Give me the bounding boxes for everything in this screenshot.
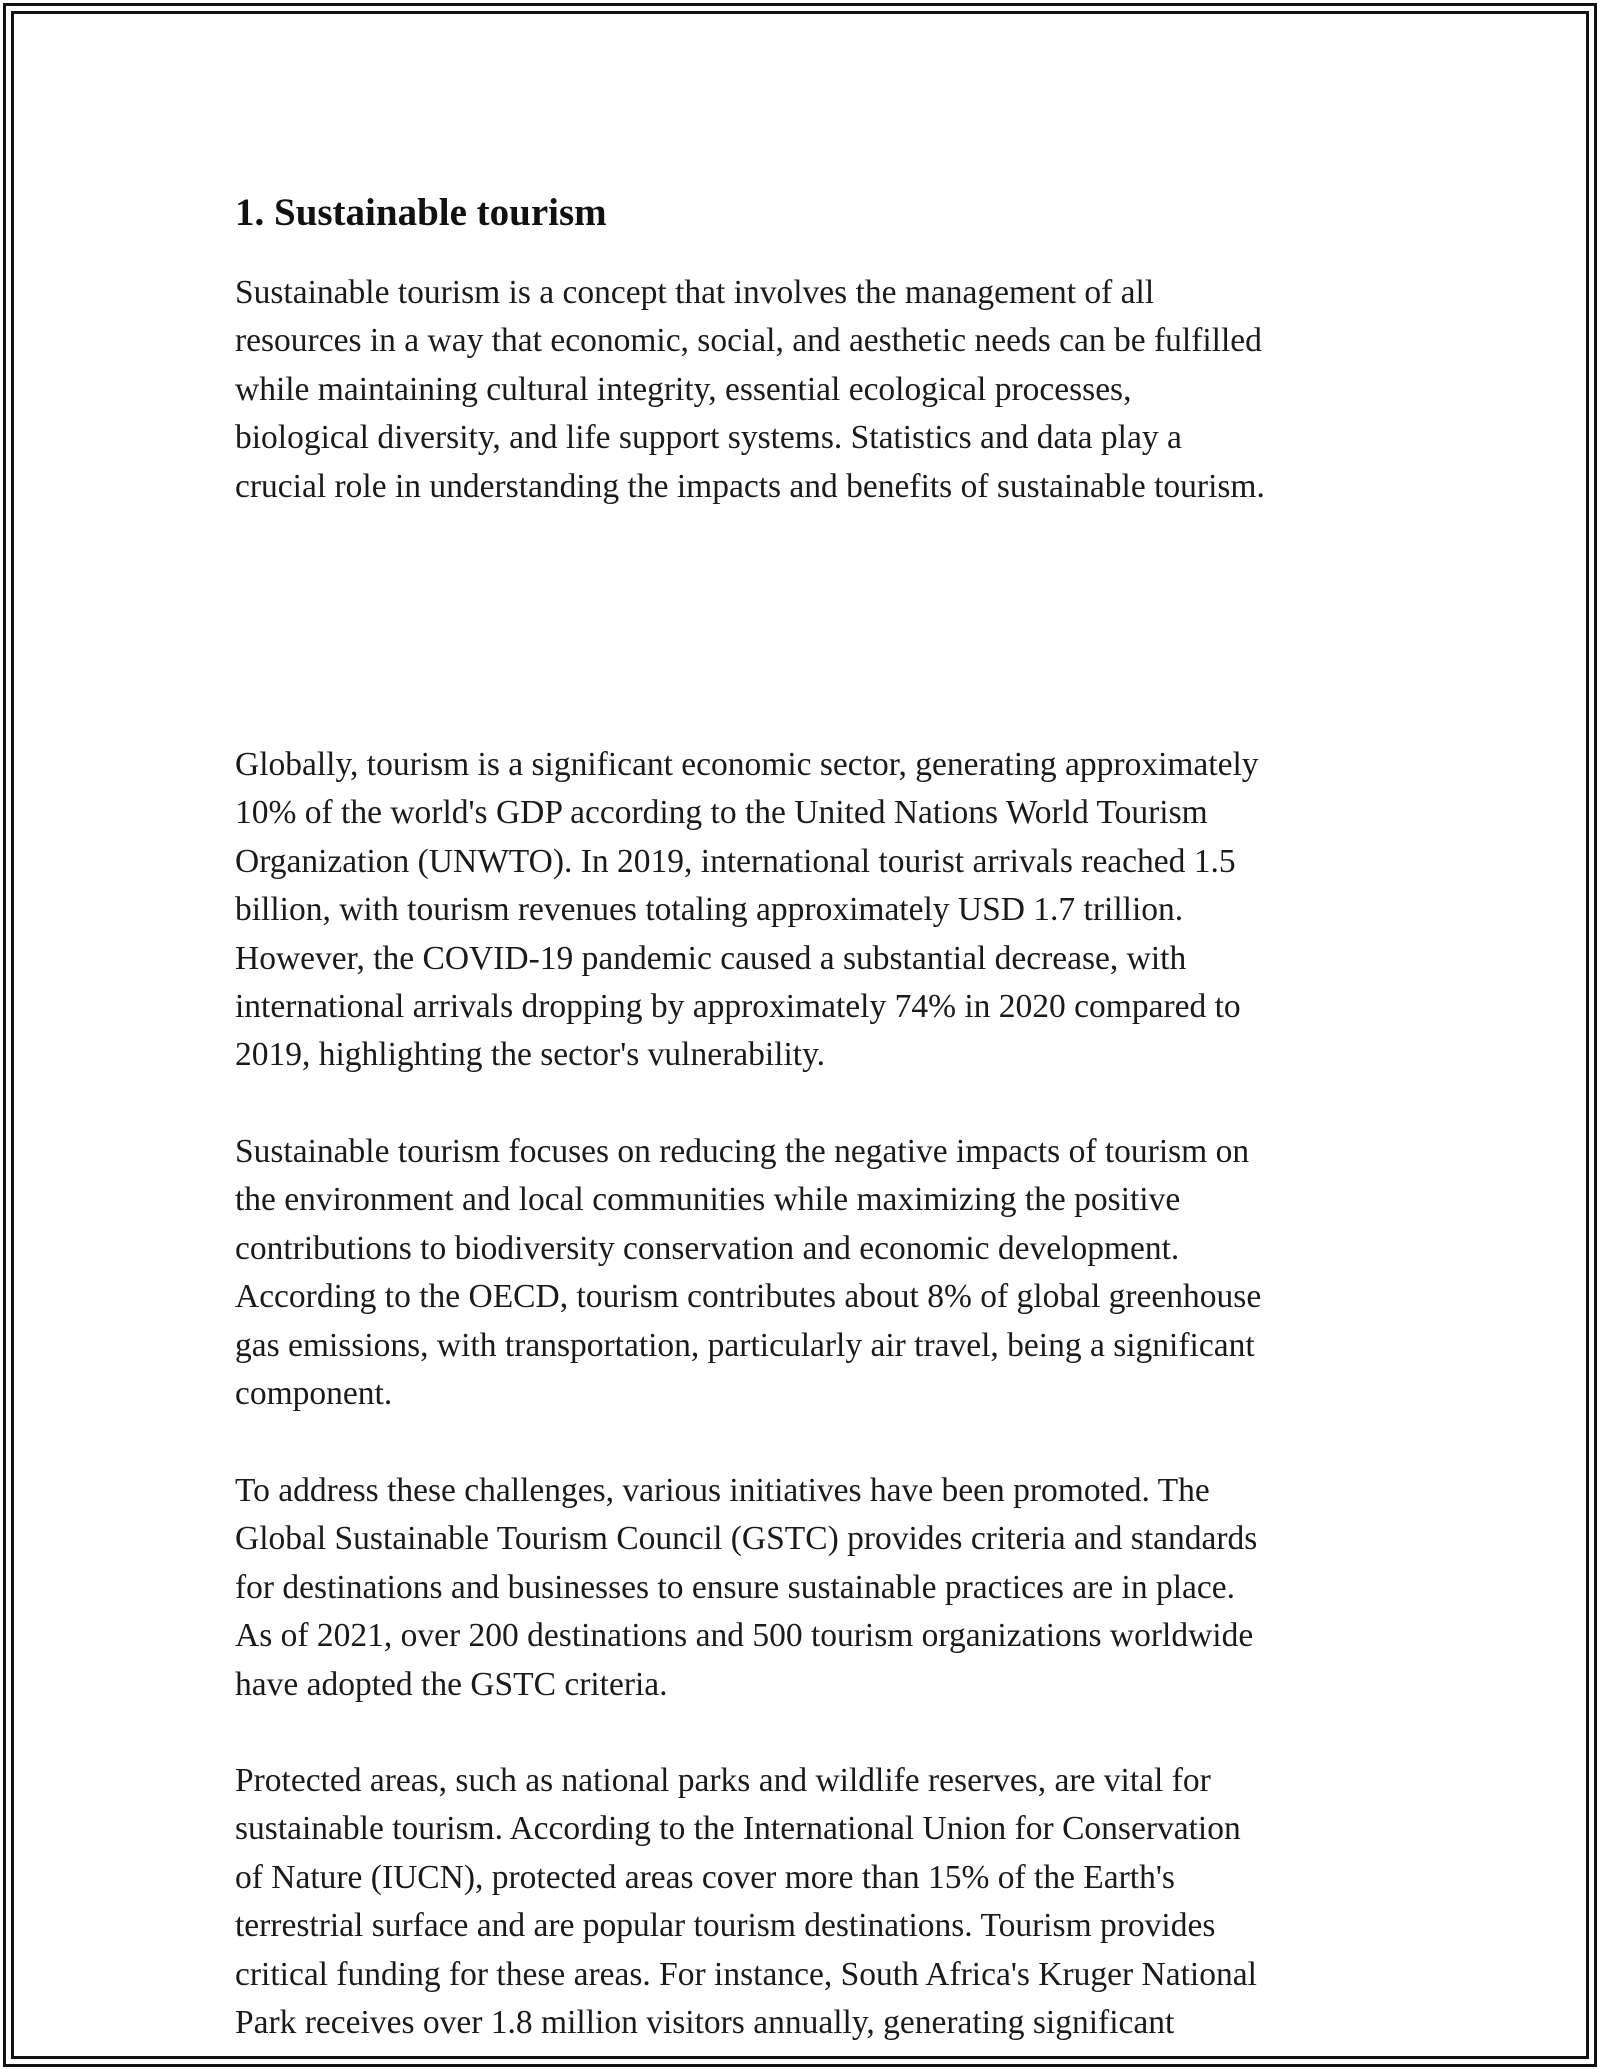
paragraph-intro: Sustainable tourism is a concept that involves the management of all resources in a way that economic, social, and aesthetic needs can be fulfilled while maintaining cultural integrity, essential ecological processes, biological diversity, and life support systems. Statistics and data play a crucial role in understanding the impacts and benefits of sustainable tourism. xyxy=(235,274,1265,505)
section-heading: 1. Sustainable tourism xyxy=(235,191,607,234)
document-body xyxy=(235,186,1385,2042)
paragraph-protected-areas: Protected areas, such as national parks and wildlife reserves, are vital for sustainable tourism. According to the International Union for Conservation of Nature (IUCN), protected areas cover more than 15% of the Earth's terrestrial surface and are popular tourism destinations. Tourism provides critical funding for these areas. For instance, South Africa's Kruger National Park receives over 1.8 million visitors annually, generating significant xyxy=(235,1762,1257,2042)
paragraph-gstc-initiatives: To address these challenges, various initiatives have been promoted. The Global Sustainable Tourism Council (GSTC) provides criteria and standards for destinations and businesses to ensure sustainable practices are in place. As of 2021, over 200 destinations and 500 tourism organizations worldwide have adopted the GSTC criteria. xyxy=(235,1472,1258,1703)
paragraph-global-economy: Globally, tourism is a significant economic sector, generating approximately 10% of the world's GDP according to the United Nations World Tourism Organization (UNWTO). In 2019, international tourist arrivals reached 1.5 billion, with tourism revenues totaling approximately USD 1.7 trillion. However, the COVID-19 pandemic caused a substantial decrease, with international arrivals dropping by approximately 74% in 2020 compared to 2019, highlighting the sector's vulnerability. xyxy=(235,746,1259,1074)
paragraph-environmental-impact: Sustainable tourism focuses on reducing the negative impacts of tourism on the environment and local communities while maximizing the positive contributions to biodiversity conservation and economic development. According to the OECD, tourism contributes about 8% of global greenhouse gas emissions, with transportation, particularly air travel, being a significant component. xyxy=(235,1133,1262,1413)
